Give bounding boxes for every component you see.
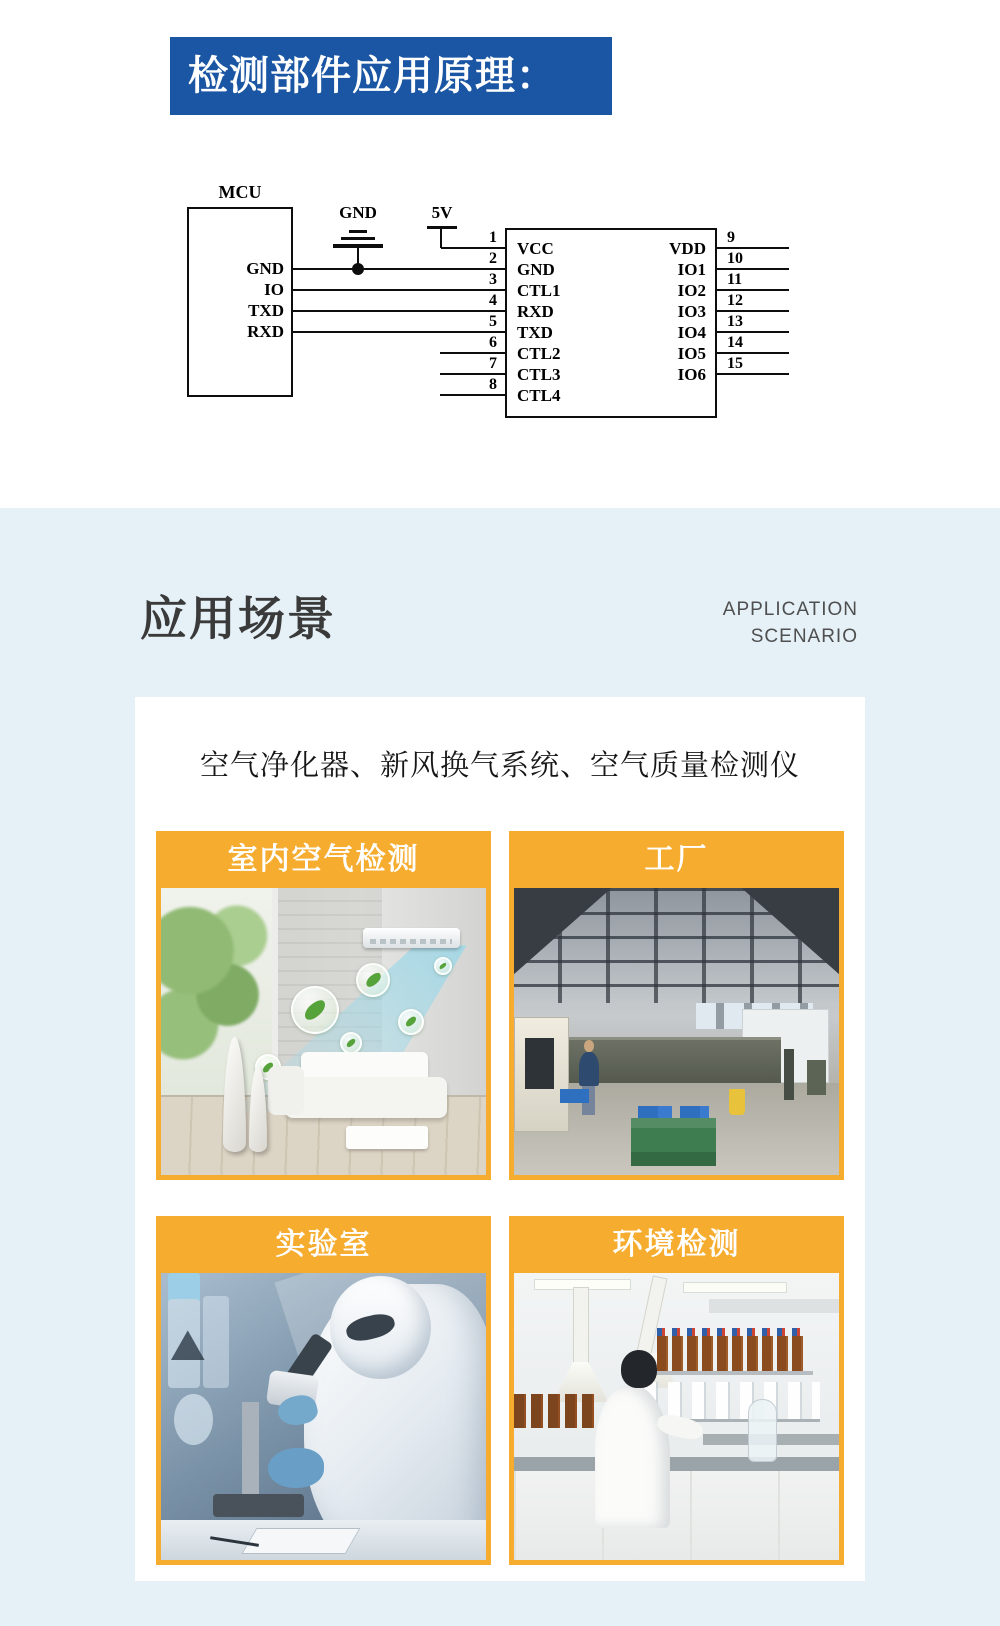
leaf-bubble xyxy=(340,1032,362,1054)
blue-glove xyxy=(268,1448,323,1488)
pin-number: 6 xyxy=(489,334,497,351)
scene-card-factory xyxy=(509,831,844,1180)
air-purifier-unit xyxy=(363,928,461,948)
wire xyxy=(441,247,505,249)
glassware xyxy=(168,1273,201,1388)
reagent-bottles xyxy=(657,1336,807,1370)
pin-label: GND xyxy=(517,260,555,279)
worker xyxy=(579,1052,599,1086)
mcu-pin-rxd: RXD xyxy=(247,322,284,341)
gnd-label: GND xyxy=(339,203,377,222)
drill-press xyxy=(784,1049,794,1101)
wire xyxy=(717,268,789,270)
pin-number: 8 xyxy=(489,376,497,393)
microscope-base xyxy=(213,1494,304,1517)
factory-photo xyxy=(514,888,839,1175)
pin-number: 10 xyxy=(727,250,743,267)
scene-card-header: 实验室 xyxy=(275,1228,372,1261)
scene-card-header: 室内空气检测 xyxy=(227,843,420,876)
pin-number: 9 xyxy=(727,229,735,246)
wire xyxy=(717,352,789,354)
mcu-pin-txd: TXD xyxy=(248,301,284,320)
indoor-air-photo xyxy=(161,888,486,1175)
cnc-machine xyxy=(514,1017,569,1132)
wire xyxy=(293,331,505,333)
pin-label: IO4 xyxy=(677,323,706,342)
wire xyxy=(717,331,789,333)
wire xyxy=(440,352,505,354)
scientist-head xyxy=(621,1350,657,1387)
scenario-card xyxy=(135,697,865,1581)
wire xyxy=(717,310,789,312)
section-title: 应用场景 xyxy=(140,592,336,645)
large-bottle xyxy=(748,1399,777,1462)
wire xyxy=(440,394,505,396)
shelf xyxy=(651,1371,814,1375)
scientist xyxy=(595,1385,670,1529)
green-cart xyxy=(631,1118,716,1167)
pin-label: VDD xyxy=(669,239,706,258)
pin-label: IO5 xyxy=(677,344,706,363)
scene-card-indoor-air xyxy=(156,831,491,1180)
yellow-bucket xyxy=(729,1089,745,1115)
wire xyxy=(717,289,789,291)
pin-number: 3 xyxy=(489,271,497,288)
mcu-pin-io: IO xyxy=(264,280,284,299)
clipboard xyxy=(241,1528,360,1554)
section-subtitle xyxy=(558,596,858,650)
pin-label: IO1 xyxy=(677,260,706,279)
sofa xyxy=(268,1066,304,1115)
scene-card-laboratory xyxy=(156,1216,491,1565)
scene-card-header: 环境检测 xyxy=(612,1228,741,1261)
mcu-pin-gnd: GND xyxy=(246,259,284,278)
pin-number: 4 xyxy=(489,292,497,309)
pin-number: 11 xyxy=(727,271,743,288)
flask xyxy=(174,1394,213,1446)
pin-number: 13 xyxy=(727,313,743,330)
leaf-bubble xyxy=(434,957,452,975)
mcu-label: MCU xyxy=(218,182,262,202)
pin-label: IO6 xyxy=(677,365,706,384)
section-subtitle-line1: APPLICATION xyxy=(722,599,858,620)
pin-label: CTL1 xyxy=(517,281,561,300)
leaf-bubble xyxy=(291,986,339,1034)
sofa xyxy=(285,1077,448,1117)
pin-label: VCC xyxy=(517,239,554,258)
wire xyxy=(293,268,505,270)
pin-number: 7 xyxy=(489,355,497,372)
pin-label: IO2 xyxy=(677,281,706,300)
wire xyxy=(717,373,789,375)
glassware xyxy=(203,1296,229,1388)
pin-label: CTL2 xyxy=(517,344,561,363)
5v-label: 5V xyxy=(431,203,453,222)
pin-number: 15 xyxy=(727,355,743,372)
pin-label: TXD xyxy=(517,323,553,342)
laboratory-photo xyxy=(161,1273,486,1560)
wire xyxy=(293,310,505,312)
machine-tool xyxy=(807,1060,827,1094)
pin-label: IO3 xyxy=(677,302,706,321)
blue-bin xyxy=(560,1089,589,1103)
worker xyxy=(584,1040,594,1051)
section-subtitle-line2: SCENARIO xyxy=(750,626,858,647)
scenario-section xyxy=(0,508,1000,1626)
wire xyxy=(440,373,505,375)
countertop xyxy=(514,1457,839,1471)
scene-card-environment xyxy=(509,1216,844,1565)
pin-number: 1 xyxy=(489,229,497,246)
coffee-table xyxy=(346,1126,427,1149)
principle-section xyxy=(0,0,1000,508)
wire xyxy=(293,289,505,291)
foliage xyxy=(161,899,272,1083)
extraction-arm xyxy=(573,1287,589,1364)
leaf-bubble xyxy=(356,963,390,997)
lab-cabinets xyxy=(514,1471,839,1560)
ceiling-light xyxy=(683,1282,787,1293)
reagent-bottles xyxy=(514,1394,599,1428)
pin-label: CTL4 xyxy=(517,386,561,405)
pin-label: CTL3 xyxy=(517,365,561,384)
scene-card-header: 工厂 xyxy=(644,843,709,876)
pin-number: 2 xyxy=(489,250,497,267)
pin-number: 5 xyxy=(489,313,497,330)
microscope-stand xyxy=(242,1402,258,1497)
intro-text: 空气净化器、新风换气系统、空气质量检测仪 xyxy=(199,750,800,782)
environment-photo xyxy=(514,1273,839,1560)
air-duct xyxy=(709,1299,839,1313)
page-title: 检测部件应用原理： xyxy=(170,37,612,115)
wire xyxy=(717,247,789,249)
pin-number: 12 xyxy=(727,292,743,309)
pin-number: 14 xyxy=(727,334,743,351)
pin-label: RXD xyxy=(517,302,554,321)
scene-grid xyxy=(135,831,865,1565)
leaf-bubble xyxy=(398,1009,424,1035)
